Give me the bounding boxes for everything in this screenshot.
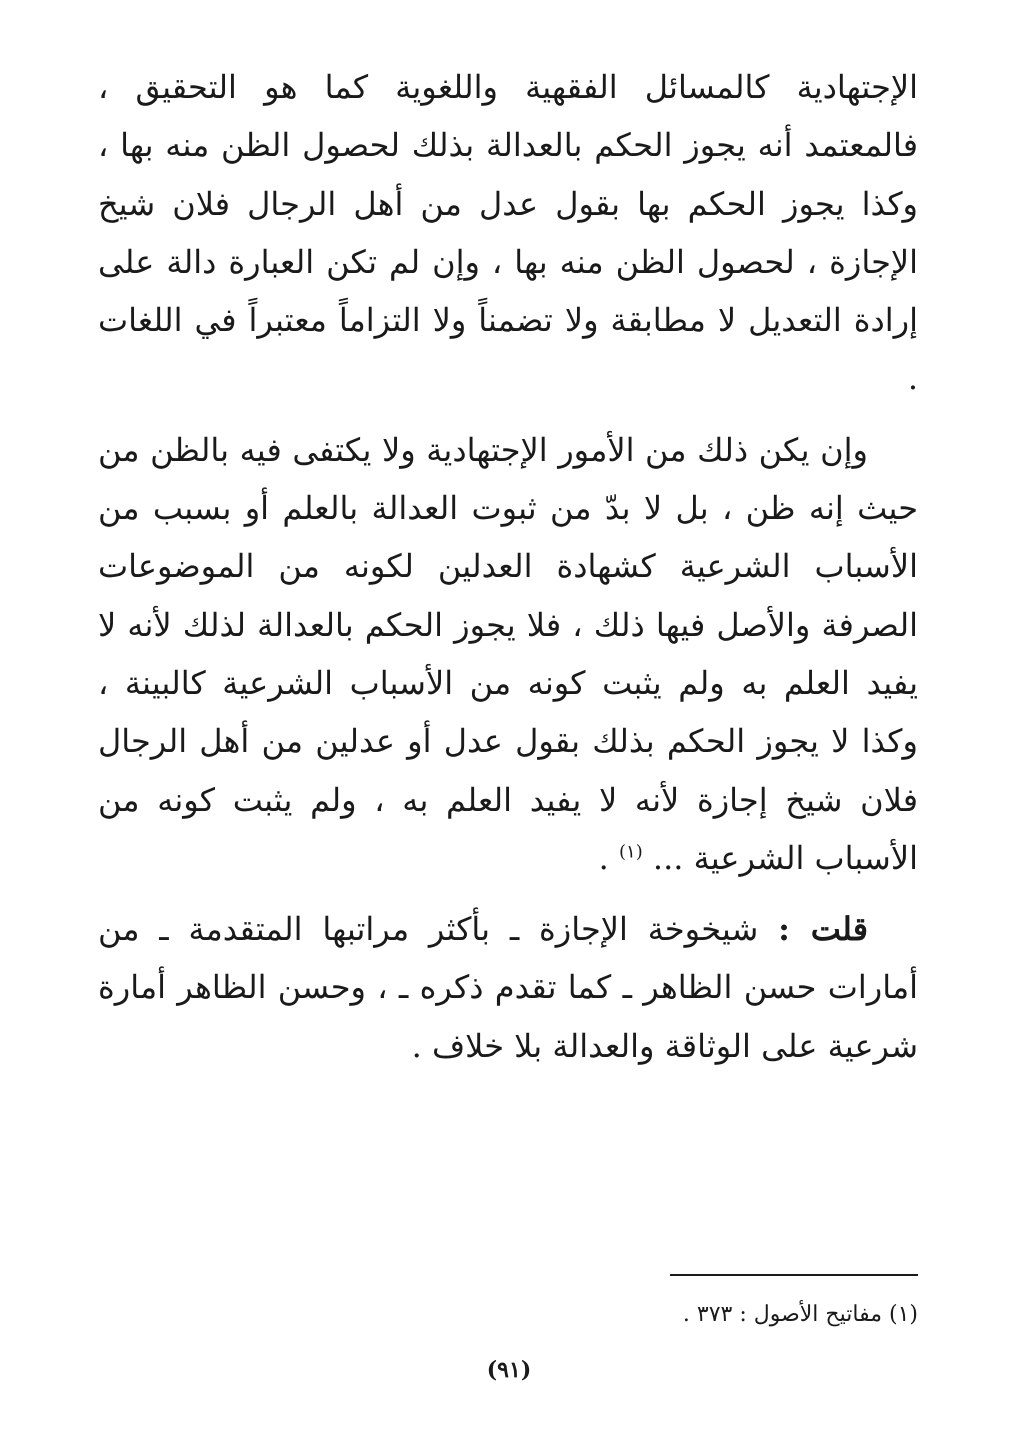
footnote-reference: (١) [619,841,643,863]
paragraph-1-text: الإجتهادية كالمسائل الفقهية واللغوية كما هو التحقيق ، فالمعتمد أنه يجوز الحكم بالعدالة بذلك لحصول الظن منه بها ، وكذا يجوز الحكم بها بقول عدل من أهل الرجال فلان شيخ الإجازة ، لحصول الظن منه بها ، وإن لم تكن العبارة دالة على إرادة التعديل لا مطابقة ولا تضمناً ولا التزاماً معتبراً في اللغات . [98,68,918,398]
main-text [98,58,918,1075]
paragraph-2-text: وإن يكن ذلك من الأمور الإجتهادية ولا يكتفى فيه بالظن من حيث إنه ظن ، بل لا بدّ من ثبوت العدالة بالعلم أو بسبب من الأسباب الشرعية كشهادة العدلين لكونه من الموضوعات الصرفة والأصل فيها ذلك ، فلا يجوز الحكم بالعدالة لذلك لأنه لا يفيد العلم به ولم يثبت كونه من الأسباب الشرعية كالبينة ، وكذا لا يجوز الحكم بذلك بقول عدل أو عدلين من أهل الرجال فلان شيخ إجازة لأنه لا يفيد العلم به ، ولم يثبت كونه من الأسباب الشرعية ... [98,430,918,877]
footnote-divider [670,1274,918,1276]
paragraph-3 [98,900,918,1075]
paragraph-3-lead: قلت : [778,910,869,949]
footnote: (١) مفاتيح الأصول : ٣٧٣ . [682,1302,918,1327]
paragraph-1 [98,58,918,408]
paragraph-2 [98,421,918,887]
page-number: (٩١) [486,1357,532,1383]
paragraph-3-text: شيخوخة الإجازة ـ بأكثر مراتبها المتقدمة ـ من أمارات حسن الظاهر ـ كما تقدم ذكره ـ ، وحسن الظاهر أمارة شرعية على الوثاقة والعدالة بلا خلاف . [98,910,918,1065]
paragraph-2-end: . [598,838,619,877]
